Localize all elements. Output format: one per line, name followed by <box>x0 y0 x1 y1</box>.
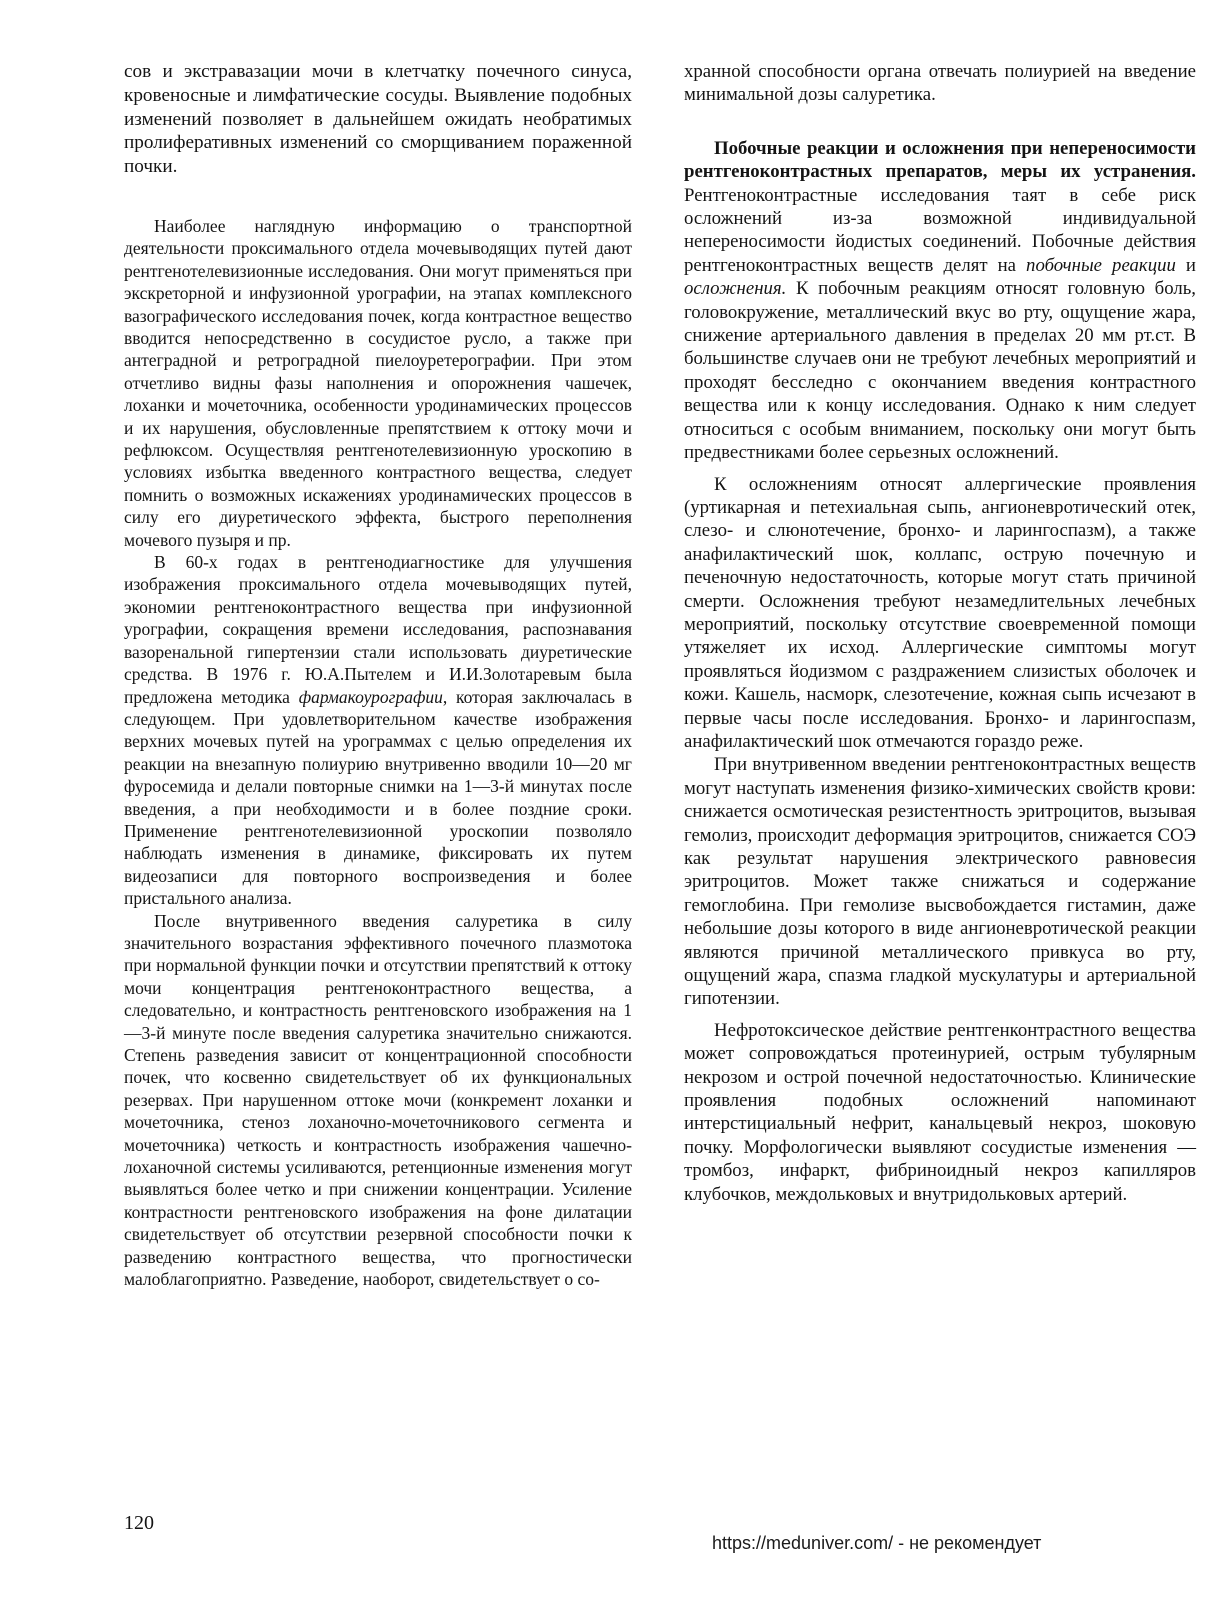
paragraph: Нефротоксическое действие рентгенконтрастного вещества может сопровождаться протеинурией, острым тубулярным некрозом и острой почечной недостаточностью. Клинические проявления подобных осложнений напоминают интерстициальный нефрит, канальцевый некроз, шоковую почку. Морфологически выявляют сосудистые изменения — тромбоз, инфаркт, фибриноидный некроз капилляров клубочков, междольковых и внутридольковых артерий. <box>684 1019 1196 1205</box>
paragraph-text: К побочным реакциям относят головную боль, головокружение, металлический вкус во рту, ощущение жара, снижение артериального давления в пределах 20 мм рт.ст. В большинстве случаев они не требуют лечебных мероприятий и проходят бесследно с окончанием введения контрастного вещества или к концу исследования. Однако к ним следует относиться с особым вниманием, поскольку они могут быть предвестниками более серьезных осложнений. <box>684 278 1196 464</box>
page-number: 120 <box>124 1512 154 1534</box>
paragraph: Наиболее наглядную информацию о транспортной деятельности проксимального отдела мочевыводящих путей дают рентгенотелевизионные исследования. Они могут применяться при экскреторной и инфузионной урографии, на этапах комплексного вазографического исследования почек, когда контрастное вещество вводится непосредственно в сосудистое русло, а также при антеградной и ретроградной пиелоуретерографии. При этом отчетливо видны фазы наполнения и опорожнения чашечек, лоханки и мочеточника, особенности уродинамических процессов и их нарушения, обусловленные препятствием к оттоку мочи и рефлюксом. Осуществляя рентгенотелевизионную уроскопию в условиях избытка введенного контрастного вещества, следует помнить о возможных искажениях уродинамических процессов в силу его диуретического эффекта, быстрого переполнения мочевого пузыря и пр. <box>124 215 632 550</box>
paragraph: К осложнениям относят аллергические проявления (уртикарная и петехиальная сыпь, ангионевротический отек, слезо- и слюнотечение, бронхо- и ларингоспазм), а также анафилактический шок, коллапс, острую почечную и печеночную недостаточность, которые могут стать причиной смерти. Осложнения требуют незамедлительных лечебных мероприятий, поскольку отсутствие своевременной помощи утяжеляет их исход. Аллергические симптомы могут проявляться йодизмом с раздражением слизистых оболочек и кожи. Кашель, насморк, слезотечение, кожная сыпь исчезают в первые часы после исследования. Бронхо- и ларингоспазм, анафилактический шок отмечаются гораздо реже. <box>684 473 1196 752</box>
footer-watermark: https://meduniver.com/ - не рекомендует <box>712 1533 1042 1553</box>
paragraph: После внутривенного введения салуретика в силу значительного возрастания эффективного почечного плазмотока при нормальной функции почки и отсутствии препятствий к оттоку мочи концентрация рентгеноконтрастного вещества, а следовательно, и контрастность рентгеновского изображения на 1—3-й минуте после введения салуретика значительно снижаются. Степень разведения зависит от концентрационной способности почек, что косвенно свидетельствует об их функциональных резервах. При нарушенном оттоке мочи (конкремент лоханки и мочеточника, стеноз лоханочно-мочеточникового сегмента и мочеточника) четкость и контрастность изображения чашечно-лоханочной системы усиливаются, ретенционные изменения могут выявляться более четко и при снижении концентрации. Усиление контрастности рентгеновского изображения на фоне дилатации свидетельствует об отсутствии резервной способности почки к разведению контрастного вещества, что прогностически малоблагоприятно. Разведение, наоборот, свидетельствует о со- <box>124 910 632 1290</box>
paragraph <box>684 137 1196 465</box>
paragraph-text: Рентгеноконтрастные исследования таят в себе риск осложнений из-за возможной индивидуальной непереносимости йодистых соединений. Побочные действия рентгеноконтрастных веществ делят на <box>684 184 1196 276</box>
spacer <box>124 179 632 215</box>
paragraph: При внутривенном введении рентгеноконтрастных веществ могут наступать изменения физико-химических свойств крови: снижается осмотическая резистентность эритроцитов, вызывая гемолиз, происходит деформация эритроцитов, снижается СОЭ как результат нарушения электрического равновесия эритроцитов. Может также снижаться и содержание гемоглобина. При гемолизе высвобождается гистамин, даже небольшие дозы которого в виде ангионевротической реакции являются причиной металлического привкуса во рту, ощущений жара, спазма гладкой мускулатуры и артериальной гипотензии. <box>684 754 1196 1010</box>
spacer <box>684 1011 1196 1019</box>
right-column <box>684 60 1196 1206</box>
paragraph: хранной способности органа отвечать полиурией на введение минимальной дозы салуретика. <box>684 61 1196 106</box>
paragraph-text: В 60-х годах в рентгенодиагностике для улучшения изображения проксимального отдела мочевыводящих путей, экономии рентгеноконтрастного вещества при инфузионной урографии, сокращения времени исследования, распознавания вазоренальной гипертензии стали использовать диуретические средства. В 1976 г. Ю.А.Пытелем и И.И.Золотаревым была предложена методика <box>124 552 632 707</box>
term-emphasis: осложнения. <box>684 278 787 300</box>
term-emphasis: фармакоурографии <box>298 686 443 707</box>
spacer <box>684 465 1196 473</box>
term-emphasis: побочные реакции <box>1026 254 1176 276</box>
paragraph <box>124 551 632 910</box>
left-column <box>124 60 632 1290</box>
spacer <box>684 107 1196 137</box>
paragraph-text: , которая заключалась в следующем. При удовлетворительном качестве изображения верхних мочевых путей на урограммах с целью определения их реакции на внезапную полиурию внутривенно вводили 10—20 мг фуросемида и делали повторные снимки на 1—3-й минутах после введения, а при необходимости и в более поздние сроки. Применение рентгенотелевизионной уроскопии позволяло наблюдать изменения в динамике, фиксировать их путем видеозаписи для повторного воспроизведения и более пристального анализа. <box>124 686 632 909</box>
paragraph: сов и экстравазации мочи в клетчатку почечного синуса, кровеносные и лимфатические сосуды. Выявление подобных изменений позволяет в дальнейшем ожидать необратимых пролиферативных изменений со сморщиванием пораженной почки. <box>124 61 632 178</box>
paragraph-text: и <box>1175 254 1196 276</box>
section-heading: Побочные реакции и осложнения при непереносимости рентгеноконтрастных препаратов, меры их устранения. <box>684 137 1196 183</box>
